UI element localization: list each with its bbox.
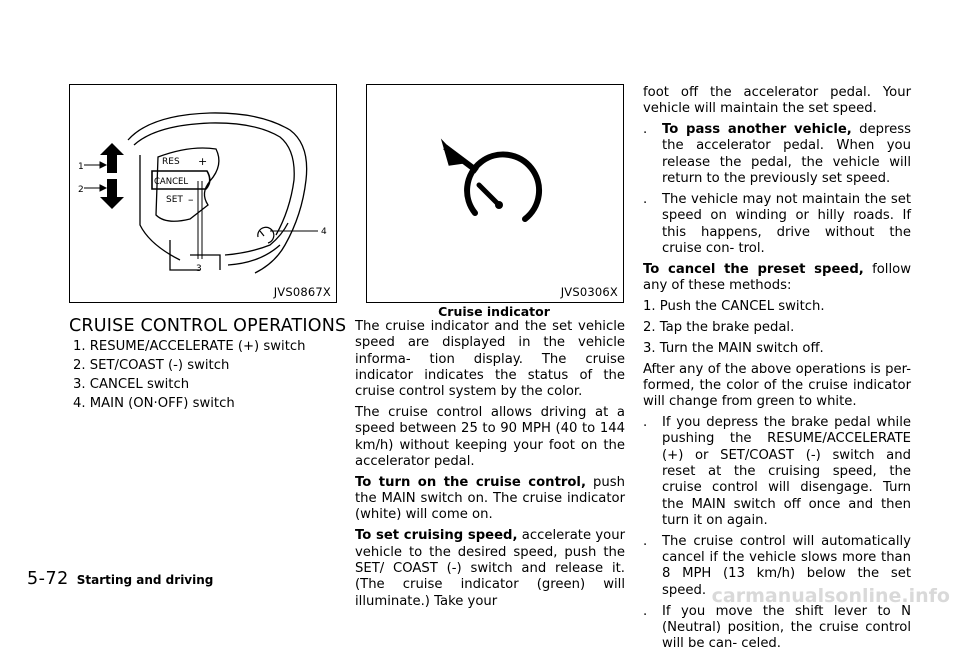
arrow-down-icon bbox=[100, 179, 124, 209]
paragraph: After any of the above operations is per- formed, the color of the cruise indicator will change from green to white. bbox=[643, 361, 911, 410]
figure-steering-switches bbox=[69, 84, 337, 303]
bullet-text: If you move the shift lever to N (Neutral) position, the cruise control will be can- celed. bbox=[662, 603, 911, 652]
list-item: 3. CANCEL switch bbox=[73, 377, 190, 392]
bullet-item bbox=[643, 192, 911, 257]
list-item: 4. MAIN (ON·OFF) switch bbox=[73, 396, 235, 411]
bullet-text: If you depress the brake pedal while pushing the RESUME/ACCELERATE (+) or SET/COAST (-) switch and reset at the cruising speed, the cruise control will disengage. Turn the MAIN switch off once and then turn it on again. bbox=[662, 415, 911, 528]
list-item: 2. SET/COAST (-) switch bbox=[73, 358, 230, 373]
res-label: RES bbox=[162, 157, 180, 167]
callout-3: 3 bbox=[196, 264, 202, 274]
cruise-indicator-illustration bbox=[367, 85, 623, 302]
bullet-text: depress the accelerator pedal. When you release the pedal, the vehicle will return to the previously set speed. bbox=[662, 122, 911, 187]
middle-column bbox=[355, 319, 625, 614]
paragraph-lead: To set cruising speed, bbox=[355, 528, 518, 544]
page-footer bbox=[27, 569, 213, 589]
list-item: 1. RESUME/ACCELERATE (+) switch bbox=[73, 339, 306, 354]
figure-cruise-indicator bbox=[366, 84, 624, 303]
footer-section-name: Starting and driving bbox=[76, 573, 214, 587]
step-item: 1. Push the CANCEL switch. bbox=[643, 298, 825, 314]
paragraph: The cruise indicator and the set vehicle speed are displayed in the vehicle informa- tion display. The cruise indicator indicates the status of the cruise control system by the color. bbox=[355, 319, 625, 400]
callout-4: 4 bbox=[321, 227, 327, 237]
step-item: 3. Turn the MAIN switch off. bbox=[643, 340, 824, 356]
section-heading: CRUISE CONTROL OPERATIONS bbox=[69, 316, 347, 336]
bullet-text: The cruise control will automatically cancel if the vehicle slows more than 8 MPH (13 km/h) below the set speed. bbox=[662, 533, 911, 598]
paragraph-lead: To turn on the cruise control, bbox=[355, 474, 586, 490]
paragraph-text: push the MAIN switch on. The cruise indicator (white) will come on. bbox=[355, 474, 625, 523]
figure-code: JVS0306X bbox=[560, 285, 618, 299]
bullet-item bbox=[643, 415, 911, 529]
bullet-item bbox=[643, 122, 911, 187]
cancel-label: CANCEL bbox=[154, 177, 189, 187]
callout-1: 1 bbox=[78, 162, 84, 172]
paragraph-text: accelerate your vehicle to the desired speed, push the SET/ COAST (-) switch and release it. (The cruise indicator (green) will illuminate.) Take your bbox=[355, 528, 625, 609]
bullet-mark: . bbox=[643, 603, 648, 619]
page-number: 5-72 bbox=[27, 569, 69, 589]
bullet-text: The vehicle may not maintain the set speed on winding or hilly roads. If this happens, drive without the cruise con- trol. bbox=[662, 191, 911, 256]
steering-switch-illustration bbox=[70, 85, 336, 302]
arrow-up-icon bbox=[100, 143, 124, 173]
main-switch-icon bbox=[258, 227, 274, 243]
paragraph bbox=[355, 475, 625, 524]
paragraph bbox=[643, 262, 911, 295]
cruise-indicator-icon bbox=[441, 136, 539, 219]
plus-label: + bbox=[198, 155, 208, 168]
paragraph bbox=[355, 528, 625, 609]
switch-list bbox=[73, 337, 353, 413]
figure-caption: Cruise indicator bbox=[438, 304, 550, 319]
bullet-mark: . bbox=[643, 122, 648, 138]
paragraph-text: follow any of these methods: bbox=[643, 261, 911, 294]
paragraph: foot off the accelerator pedal. Your vehicle will maintain the set speed. bbox=[643, 85, 911, 117]
bullet-mark: . bbox=[643, 533, 648, 549]
paragraph: The cruise control allows driving at a speed between 25 to 90 MPH (40 to 144 km/h) without keeping your foot on the accelerator pedal. bbox=[355, 405, 625, 469]
paragraph-lead: To cancel the preset speed, bbox=[643, 261, 864, 277]
right-column bbox=[643, 85, 911, 657]
watermark: carmanualsonline.info bbox=[711, 585, 950, 607]
bullet-lead: To pass another vehicle, bbox=[662, 122, 852, 138]
bullet-mark: . bbox=[643, 415, 648, 431]
callout-2: 2 bbox=[78, 185, 84, 195]
set-label: SET bbox=[166, 195, 183, 205]
step-item: 2. Tap the brake pedal. bbox=[643, 319, 795, 335]
bullet-mark: . bbox=[643, 191, 648, 207]
minus-label: – bbox=[188, 193, 194, 206]
figure-code: JVS0867X bbox=[273, 285, 331, 299]
